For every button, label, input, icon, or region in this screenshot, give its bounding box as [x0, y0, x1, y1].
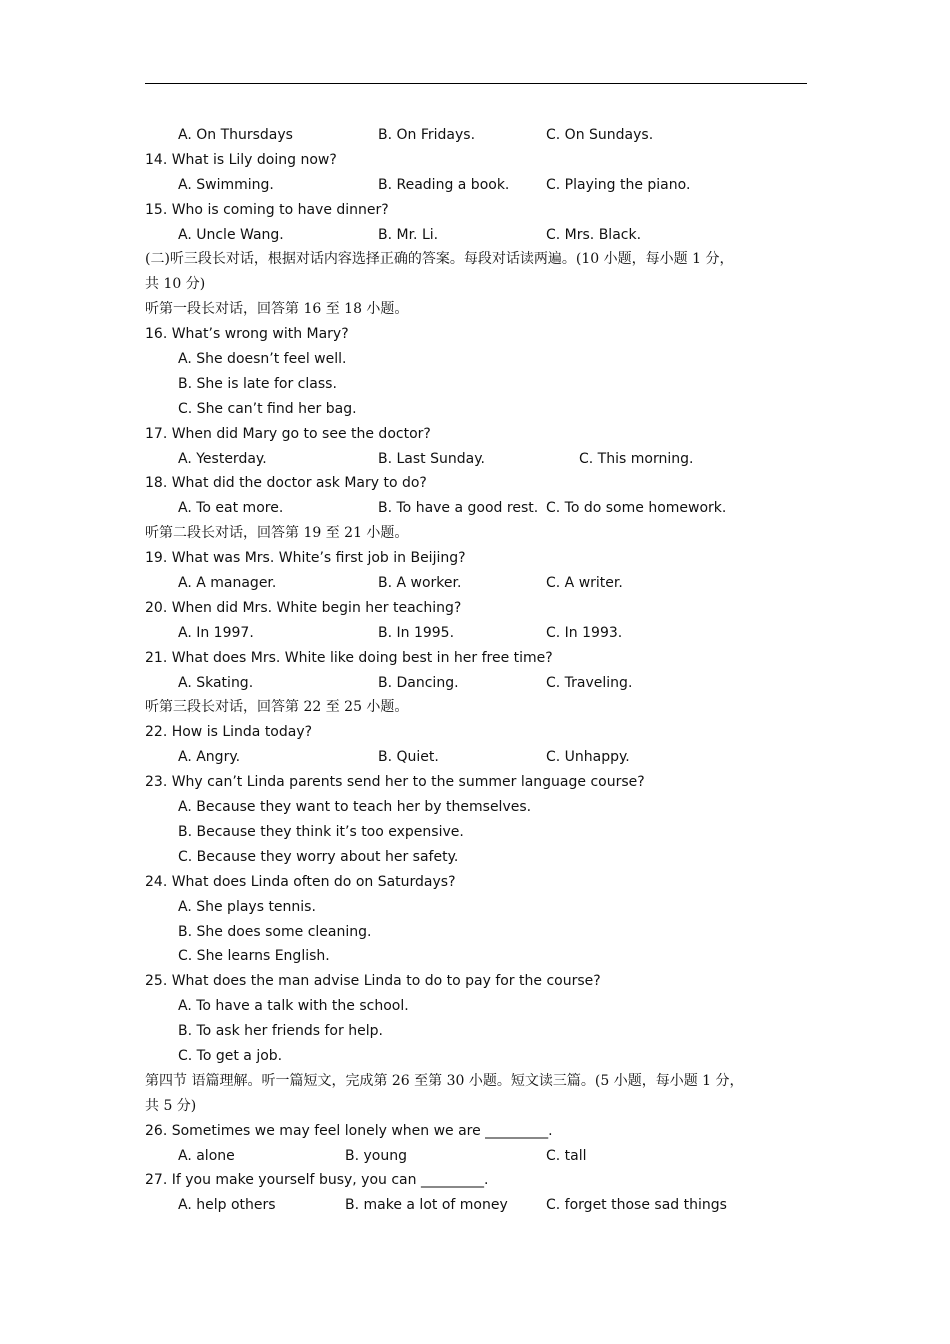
section-instruction: (二)听三段长对话，根据对话内容选择正确的答案。每段对话读两遍。(10 小题，每小题 1 分， [145, 251, 734, 268]
answer-option: B. To have a good rest. [378, 500, 539, 517]
option-row [145, 496, 825, 521]
option-row [145, 671, 825, 696]
question-text: 17. When did Mary go to see the doctor? [145, 425, 431, 442]
answer-option: B. Because they think it’s too expensive. [178, 823, 464, 840]
question-text: 16. What’s wrong with Mary? [145, 326, 349, 343]
exam-content [145, 123, 825, 1218]
question-text: 20. When did Mrs. White begin her teaching? [145, 599, 462, 616]
answer-option: B. young [345, 1147, 407, 1164]
question-text: 15. Who is coming to have dinner? [145, 201, 389, 218]
question-text: 25. What does the man advise Linda to do to pay for the course? [145, 973, 601, 990]
answer-option: A. Skating. [178, 674, 254, 691]
answer-option: C. To get a job. [178, 1047, 283, 1064]
answer-option: A. A manager. [178, 575, 277, 592]
option-row [145, 1193, 825, 1218]
answer-option: C. A writer. [546, 575, 623, 592]
answer-option: A. help others [178, 1197, 276, 1214]
answer-option: C. On Sundays. [546, 127, 654, 143]
answer-option: C. She can’t find her bag. [178, 400, 357, 417]
header-rule [145, 83, 807, 84]
question-text: 22. How is Linda today? [145, 724, 313, 741]
question-text: 14. What is Lily doing now? [145, 151, 337, 168]
answer-option: A. Yesterday. [178, 450, 267, 467]
answer-option: B. Quiet. [378, 749, 439, 766]
answer-option: C. Traveling. [546, 674, 633, 691]
answer-option: C. Unhappy. [546, 749, 630, 766]
answer-option: A. To have a talk with the school. [178, 998, 409, 1015]
section-instruction: 第四节 语篇理解。听一篇短文，完成第 26 至第 30 小题。短文读三篇。(5 小题，每小题 1 分， [145, 1072, 744, 1089]
question-text: 19. What was Mrs. White’s first job in Beijing? [145, 550, 466, 567]
answer-option: B. Last Sunday. [378, 450, 485, 467]
question-text: 26. Sometimes we may feel lonely when we are _________. [145, 1122, 553, 1139]
answer-option: A. Angry. [178, 749, 241, 766]
answer-option: B. To ask her friends for help. [178, 1023, 383, 1040]
section-instruction: 听第二段长对话，回答第 19 至 21 小题。 [145, 525, 409, 542]
answer-option: B. On Fridays. [378, 127, 476, 143]
option-row [145, 1144, 825, 1169]
answer-option: B. In 1995. [378, 624, 455, 641]
answer-option: C. Playing the piano. [546, 176, 691, 193]
answer-option: C. Because they worry about her safety. [178, 848, 459, 865]
answer-option: B. Dancing. [378, 674, 459, 691]
answer-option: A. She doesn’t feel well. [178, 351, 347, 368]
answer-option: C. Mrs. Black. [546, 226, 642, 243]
answer-option: B. Mr. Li. [378, 226, 439, 243]
answer-option: C. forget those sad things [546, 1197, 727, 1214]
section-instruction: 共 10 分) [145, 276, 206, 293]
option-row [145, 571, 825, 596]
answer-option: C. In 1993. [546, 624, 623, 641]
section-instruction: 共 5 分) [145, 1097, 197, 1114]
answer-option: B. A worker. [378, 575, 462, 592]
option-row [145, 745, 825, 770]
question-text: 24. What does Linda often do on Saturdays? [145, 873, 456, 890]
option-row [145, 621, 825, 646]
option-row [145, 173, 825, 198]
question-text: 21. What does Mrs. White like doing best in her free time? [145, 649, 553, 666]
section-instruction: 听第三段长对话，回答第 22 至 25 小题。 [145, 699, 409, 716]
option-row [145, 447, 825, 472]
answer-option: A. Swimming. [178, 176, 274, 193]
answer-option: A. alone [178, 1147, 235, 1164]
answer-option: C. She learns English. [178, 948, 330, 965]
option-row [145, 223, 825, 248]
question-text: 18. What did the doctor ask Mary to do? [145, 475, 427, 492]
answer-option: B. make a lot of money [345, 1197, 508, 1214]
answer-option: B. She does some cleaning. [178, 923, 372, 940]
answer-option: A. She plays tennis. [178, 898, 316, 915]
question-text: 23. Why can’t Linda parents send her to the summer language course? [145, 774, 645, 791]
section-instruction: 听第一段长对话，回答第 16 至 18 小题。 [145, 301, 409, 318]
answer-option: A. In 1997. [178, 624, 254, 641]
answer-option: A. Because they want to teach her by themselves. [178, 799, 532, 816]
answer-option: C. To do some homework. [546, 500, 727, 517]
answer-option: B. Reading a book. [378, 176, 510, 193]
answer-option: C. tall [546, 1147, 587, 1164]
option-row [145, 123, 825, 148]
answer-option: C. This morning. [579, 450, 694, 467]
answer-option: B. She is late for class. [178, 375, 337, 392]
answer-option: A. On Thursdays [178, 127, 293, 143]
question-text: 27. If you make yourself busy, you can _________. [145, 1172, 489, 1189]
answer-option: A. To eat more. [178, 500, 284, 517]
answer-option: A. Uncle Wang. [178, 226, 284, 243]
